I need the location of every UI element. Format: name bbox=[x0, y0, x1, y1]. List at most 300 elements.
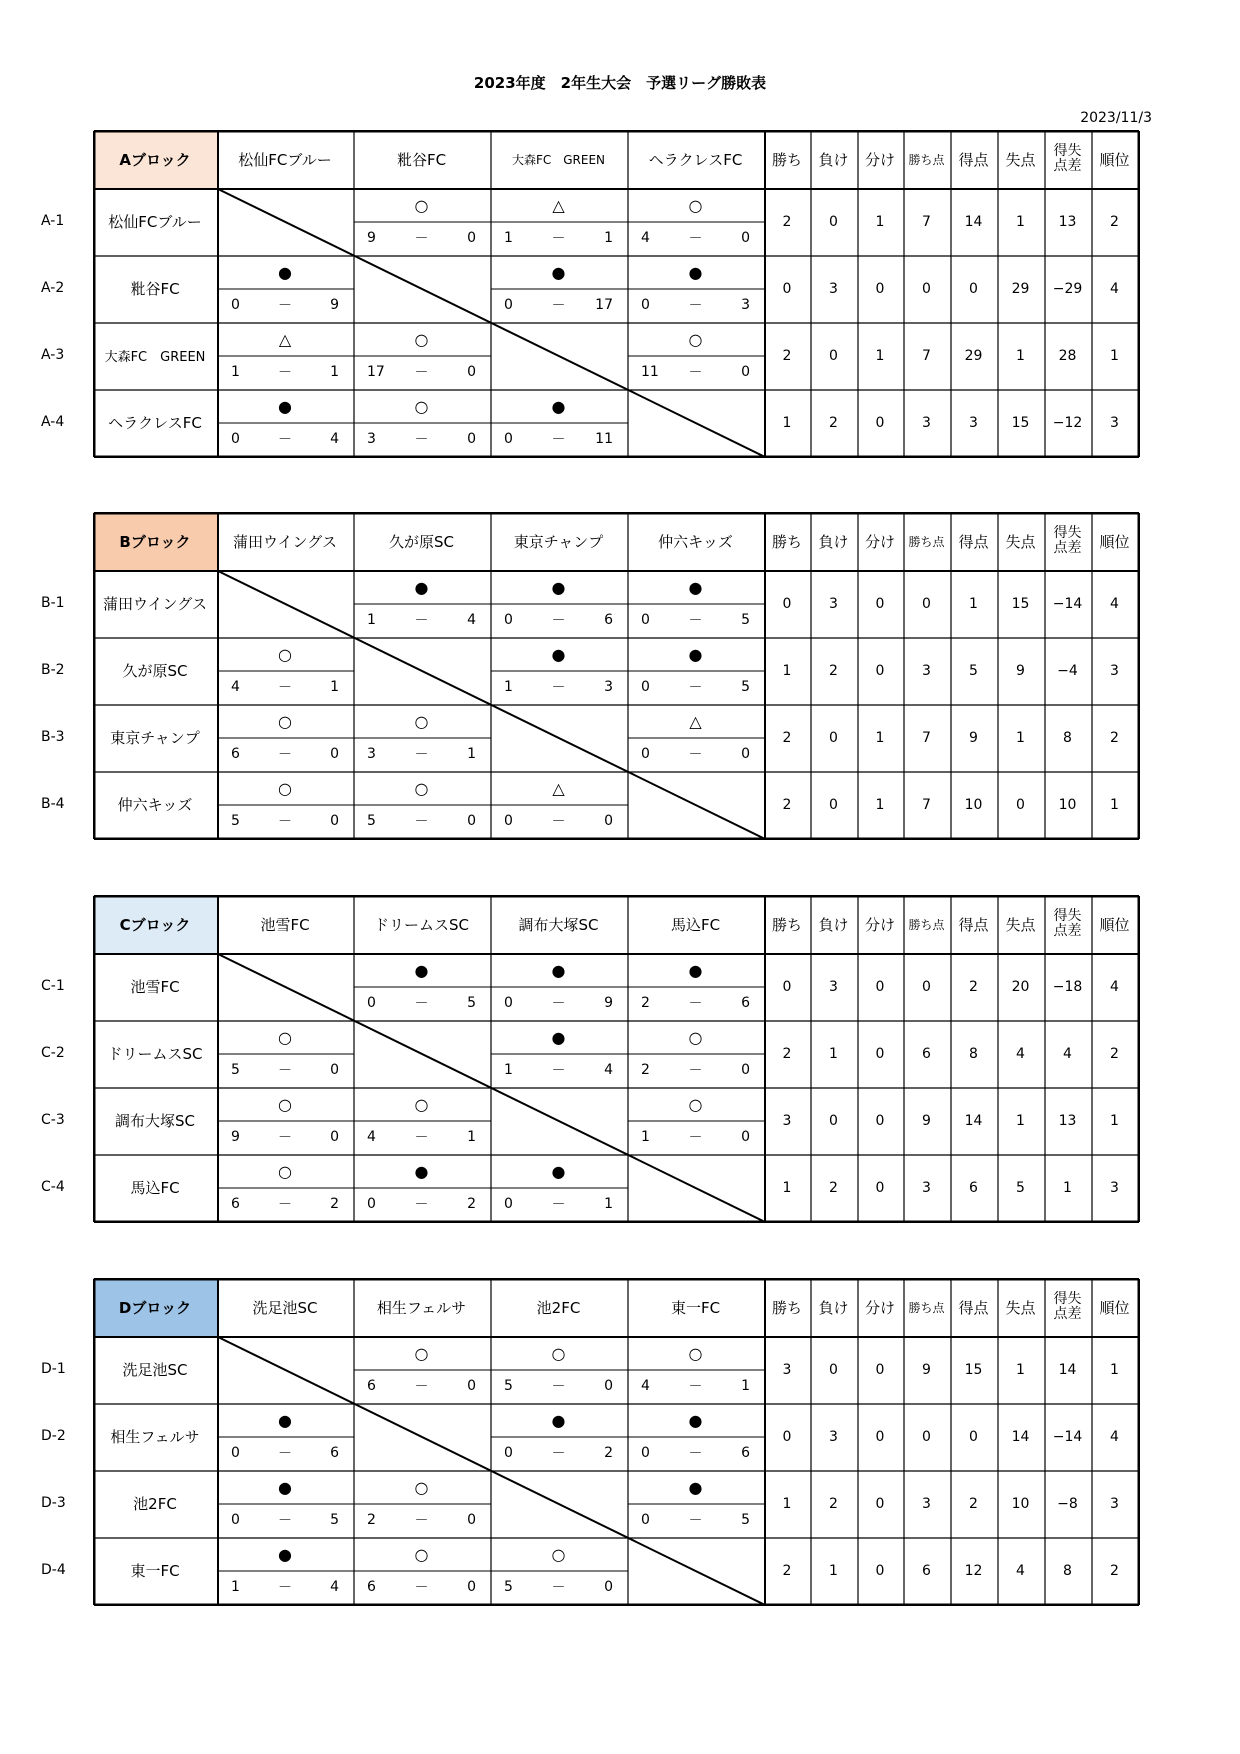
stat-value: 0 bbox=[875, 662, 885, 679]
column-stat-header: 得失 点差 bbox=[1053, 525, 1082, 556]
score-own: 5 bbox=[231, 813, 240, 829]
score-own: 4 bbox=[641, 230, 650, 246]
column-stat-header: 得点 bbox=[958, 1298, 989, 1317]
score-opponent: 1 bbox=[330, 679, 339, 695]
stat-value: 0 bbox=[782, 595, 792, 612]
stat-value: 0 bbox=[875, 1495, 885, 1512]
column-team-name: 東京チャンプ bbox=[513, 532, 604, 551]
result-mark: ○ bbox=[414, 1544, 429, 1564]
stat-value: 7 bbox=[922, 729, 931, 746]
score-own: 1 bbox=[231, 364, 240, 380]
stat-value: 8 bbox=[1063, 1562, 1072, 1579]
stat-value: 4 bbox=[1110, 1428, 1119, 1445]
column-stat-header: 順位 bbox=[1099, 915, 1130, 934]
score-own: 0 bbox=[231, 1445, 240, 1461]
result-mark: ● bbox=[688, 644, 703, 664]
column-stat-header: 分け bbox=[864, 150, 895, 169]
column-team-name: 調布大塚SC bbox=[518, 915, 599, 934]
score-opponent: 5 bbox=[741, 1512, 750, 1528]
row-code: A-2 bbox=[41, 279, 65, 296]
block-table bbox=[41, 895, 1140, 1223]
result-mark: △ bbox=[552, 778, 565, 798]
result-mark: ○ bbox=[688, 329, 703, 349]
column-stat-header: 負け bbox=[818, 915, 849, 934]
result-mark: △ bbox=[689, 711, 702, 731]
result-mark: ● bbox=[551, 1410, 566, 1430]
score-opponent: 5 bbox=[741, 612, 750, 628]
stat-value: 3 bbox=[829, 280, 838, 297]
column-stat-header: 負け bbox=[818, 532, 849, 551]
score-opponent: 0 bbox=[604, 1579, 613, 1595]
column-team-name: 池雪FC bbox=[260, 915, 310, 934]
stat-value: 2 bbox=[829, 1179, 838, 1196]
score-opponent: 11 bbox=[595, 431, 613, 447]
score-own: 0 bbox=[641, 746, 650, 762]
score-own: 9 bbox=[367, 230, 376, 246]
score-opponent: 9 bbox=[330, 297, 339, 313]
stat-value: 0 bbox=[875, 1112, 885, 1129]
score-dash: － bbox=[688, 1513, 703, 1529]
block-table bbox=[41, 1278, 1140, 1606]
score-own: 0 bbox=[641, 1512, 650, 1528]
stat-value: 2 bbox=[782, 213, 792, 230]
score-own: 4 bbox=[641, 1378, 650, 1394]
stat-value: 0 bbox=[875, 1179, 885, 1196]
row-team-name: 池雪FC bbox=[130, 978, 180, 996]
score-own: 0 bbox=[641, 1445, 650, 1461]
score-dash: － bbox=[278, 365, 292, 381]
stat-value: 4 bbox=[1016, 1562, 1025, 1579]
result-mark: ○ bbox=[551, 1343, 566, 1363]
score-opponent: 1 bbox=[467, 746, 476, 762]
score-own: 5 bbox=[504, 1579, 513, 1595]
stat-value: 1 bbox=[1016, 729, 1025, 746]
score-dash: － bbox=[551, 1580, 566, 1596]
column-stat-header: 得点 bbox=[958, 915, 989, 934]
stat-value: 2 bbox=[782, 1045, 792, 1062]
stat-value: 7 bbox=[922, 796, 931, 813]
stat-value: 6 bbox=[922, 1562, 931, 1579]
score-own: 6 bbox=[231, 1196, 240, 1212]
score-dash: － bbox=[688, 365, 703, 381]
score-opponent: 5 bbox=[330, 1512, 339, 1528]
stat-value: 0 bbox=[875, 1562, 885, 1579]
stat-value: 4 bbox=[1063, 1045, 1072, 1062]
score-opponent: 0 bbox=[604, 1378, 613, 1394]
score-own: 17 bbox=[367, 364, 385, 380]
stat-value: 2 bbox=[829, 662, 838, 679]
score-dash: － bbox=[278, 814, 292, 830]
row-code: C-4 bbox=[41, 1178, 65, 1195]
result-mark: ○ bbox=[278, 644, 292, 664]
stat-value: 0 bbox=[782, 978, 792, 995]
stat-value: 6 bbox=[922, 1045, 931, 1062]
stat-value: 2 bbox=[829, 1495, 838, 1512]
score-opponent: 0 bbox=[330, 1062, 339, 1078]
score-dash: － bbox=[278, 1580, 292, 1596]
row-code: A-3 bbox=[41, 346, 65, 363]
stat-value: 3 bbox=[969, 414, 978, 431]
score-own: 3 bbox=[367, 431, 376, 447]
score-own: 0 bbox=[504, 813, 513, 829]
score-opponent: 1 bbox=[467, 1129, 476, 1145]
stat-value: 0 bbox=[969, 280, 978, 297]
score-dash: － bbox=[414, 613, 429, 629]
table-grid bbox=[93, 1278, 1140, 1606]
score-opponent: 6 bbox=[330, 1445, 339, 1461]
score-dash: － bbox=[414, 814, 429, 830]
stat-value: 1 bbox=[1110, 1112, 1119, 1129]
result-mark: ○ bbox=[414, 1477, 429, 1497]
result-mark: ○ bbox=[414, 1094, 429, 1114]
stat-value: 1 bbox=[782, 414, 792, 431]
stat-value: 14 bbox=[1011, 1428, 1030, 1445]
score-own: 1 bbox=[231, 1579, 240, 1595]
score-dash: － bbox=[688, 1379, 703, 1395]
stat-value: 0 bbox=[829, 1361, 838, 1378]
score-own: 0 bbox=[231, 297, 240, 313]
score-own: 6 bbox=[367, 1579, 376, 1595]
result-mark: ● bbox=[688, 1477, 703, 1497]
score-opponent: 6 bbox=[741, 995, 750, 1011]
score-opponent: 17 bbox=[595, 297, 613, 313]
column-stat-header: 失点 bbox=[1005, 532, 1036, 551]
column-stat-header: 順位 bbox=[1099, 1298, 1130, 1317]
result-mark: ● bbox=[551, 577, 566, 597]
score-dash: － bbox=[688, 613, 703, 629]
score-opponent: 3 bbox=[604, 679, 613, 695]
score-own: 9 bbox=[231, 1129, 240, 1145]
score-own: 0 bbox=[367, 1196, 376, 1212]
stat-value: 1 bbox=[875, 796, 885, 813]
row-team-name: 馬込FC bbox=[130, 1179, 180, 1197]
stat-value: 0 bbox=[922, 280, 931, 297]
result-mark: ● bbox=[688, 960, 703, 980]
row-team-name: 東京チャンプ bbox=[110, 729, 200, 747]
stat-value: 0 bbox=[875, 595, 885, 612]
result-mark: ● bbox=[551, 396, 566, 416]
column-stat-header: 得点 bbox=[958, 150, 989, 169]
score-dash: － bbox=[551, 1446, 566, 1462]
row-code: B-1 bbox=[41, 594, 65, 611]
stat-value: −18 bbox=[1052, 978, 1083, 995]
score-own: 4 bbox=[231, 679, 240, 695]
row-team-name: 大森FC GREEN bbox=[104, 350, 206, 365]
score-opponent: 2 bbox=[330, 1196, 339, 1212]
score-opponent: 0 bbox=[741, 1129, 750, 1145]
stat-value: 3 bbox=[922, 414, 931, 431]
score-dash: － bbox=[551, 1379, 566, 1395]
column-stat-header: 負け bbox=[818, 1298, 849, 1317]
score-opponent: 4 bbox=[467, 612, 476, 628]
result-mark: ● bbox=[551, 262, 566, 282]
row-team-name: ヘラクレスFC bbox=[108, 414, 202, 432]
stat-value: 2 bbox=[1110, 213, 1119, 230]
column-stat-header: 勝ち bbox=[771, 1298, 802, 1317]
column-team-name: ドリームスSC bbox=[374, 915, 469, 934]
stat-value: 1 bbox=[1016, 347, 1025, 364]
stat-value: 20 bbox=[1011, 978, 1030, 995]
score-own: 5 bbox=[504, 1378, 513, 1394]
score-dash: － bbox=[414, 231, 429, 247]
stat-value: 4 bbox=[1110, 280, 1119, 297]
row-code: D-3 bbox=[41, 1494, 66, 1511]
stat-value: 9 bbox=[922, 1112, 931, 1129]
column-stat-header: 順位 bbox=[1099, 150, 1130, 169]
score-own: 11 bbox=[641, 364, 659, 380]
score-dash: － bbox=[278, 298, 292, 314]
score-dash: － bbox=[551, 1063, 566, 1079]
result-mark: ● bbox=[414, 960, 429, 980]
stat-value: 28 bbox=[1058, 347, 1077, 364]
row-code: D-4 bbox=[41, 1561, 66, 1578]
stat-value: 2 bbox=[1110, 1045, 1119, 1062]
stat-value: 14 bbox=[964, 1112, 983, 1129]
score-dash: － bbox=[688, 231, 703, 247]
stat-value: 10 bbox=[1011, 1495, 1030, 1512]
stat-value: 1 bbox=[829, 1562, 838, 1579]
score-dash: － bbox=[414, 1580, 429, 1596]
score-opponent: 1 bbox=[604, 230, 613, 246]
stat-value: 3 bbox=[922, 1179, 931, 1196]
score-own: 0 bbox=[504, 1196, 513, 1212]
score-own: 2 bbox=[367, 1512, 376, 1528]
stat-value: 4 bbox=[1016, 1045, 1025, 1062]
score-dash: － bbox=[551, 1197, 566, 1213]
stat-value: 1 bbox=[969, 595, 978, 612]
result-mark: ○ bbox=[414, 1343, 429, 1363]
stat-value: 3 bbox=[782, 1361, 792, 1378]
score-opponent: 6 bbox=[741, 1445, 750, 1461]
column-stat-header: 失点 bbox=[1005, 1298, 1036, 1317]
row-code: D-2 bbox=[41, 1427, 66, 1444]
row-team-name: 粃谷FC bbox=[130, 280, 180, 298]
score-opponent: 1 bbox=[741, 1378, 750, 1394]
stat-value: 0 bbox=[922, 1428, 931, 1445]
score-dash: － bbox=[551, 996, 566, 1012]
score-own: 0 bbox=[641, 612, 650, 628]
score-own: 0 bbox=[231, 431, 240, 447]
stat-value: 5 bbox=[1016, 1179, 1025, 1196]
stat-value: 14 bbox=[1058, 1361, 1077, 1378]
column-stat-header: 得失 点差 bbox=[1053, 143, 1082, 174]
page-title: 2023年度 2年生大会 予選リーグ勝敗表 bbox=[473, 74, 767, 92]
score-own: 0 bbox=[504, 995, 513, 1011]
stat-value: −14 bbox=[1052, 1428, 1083, 1445]
score-opponent: 0 bbox=[467, 431, 476, 447]
stat-value: 0 bbox=[875, 1045, 885, 1062]
result-mark: △ bbox=[278, 329, 292, 349]
stat-value: 2 bbox=[782, 347, 792, 364]
stat-value: 8 bbox=[969, 1045, 978, 1062]
score-opponent: 4 bbox=[330, 1579, 339, 1595]
score-own: 0 bbox=[641, 297, 650, 313]
row-team-name: 洗足池SC bbox=[122, 1361, 188, 1379]
result-mark: ● bbox=[278, 1544, 292, 1564]
score-own: 5 bbox=[367, 813, 376, 829]
stat-value: 7 bbox=[922, 213, 931, 230]
score-dash: － bbox=[278, 1130, 292, 1146]
stat-value: 15 bbox=[1011, 414, 1030, 431]
block-table bbox=[41, 130, 1140, 458]
result-mark: ● bbox=[278, 396, 292, 416]
stat-value: 15 bbox=[1011, 595, 1030, 612]
column-team-name: 東一FC bbox=[670, 1298, 721, 1317]
result-mark: ○ bbox=[278, 778, 292, 798]
result-mark: ○ bbox=[278, 1094, 292, 1114]
column-stat-header: 勝ち bbox=[771, 150, 802, 169]
result-mark: ○ bbox=[414, 396, 429, 416]
row-code: C-2 bbox=[41, 1044, 65, 1061]
score-dash: － bbox=[414, 365, 429, 381]
stat-value: 1 bbox=[1016, 213, 1025, 230]
row-code: B-4 bbox=[41, 795, 65, 812]
stat-value: 1 bbox=[1110, 1361, 1119, 1378]
stat-value: 2 bbox=[829, 414, 838, 431]
score-opponent: 5 bbox=[741, 679, 750, 695]
table-grid bbox=[93, 512, 1140, 840]
score-opponent: 0 bbox=[467, 1512, 476, 1528]
score-own: 3 bbox=[367, 746, 376, 762]
column-stat-header: 負け bbox=[818, 150, 849, 169]
column-stat-header: 分け bbox=[864, 915, 895, 934]
row-team-name: ドリームスSC bbox=[107, 1045, 203, 1063]
score-opponent: 0 bbox=[467, 1579, 476, 1595]
stat-value: −29 bbox=[1052, 280, 1083, 297]
result-mark: ○ bbox=[414, 195, 429, 215]
stat-value: 3 bbox=[922, 662, 931, 679]
stat-value: −4 bbox=[1057, 662, 1078, 679]
result-mark: ● bbox=[688, 1410, 703, 1430]
score-opponent: 0 bbox=[330, 746, 339, 762]
stat-value: 3 bbox=[922, 1495, 931, 1512]
column-team-name: ヘラクレスFC bbox=[648, 150, 743, 169]
stat-value: 1 bbox=[782, 1495, 792, 1512]
column-stat-header: 得点 bbox=[958, 532, 989, 551]
row-team-name: 松仙FCブルー bbox=[108, 213, 202, 231]
result-mark: ○ bbox=[688, 195, 703, 215]
stat-value: 2 bbox=[969, 1495, 978, 1512]
result-mark: ○ bbox=[688, 1094, 703, 1114]
result-mark: ○ bbox=[278, 1027, 292, 1047]
stat-value: 2 bbox=[782, 1562, 792, 1579]
score-dash: － bbox=[414, 432, 429, 448]
score-dash: － bbox=[551, 298, 566, 314]
stat-value: 0 bbox=[875, 1428, 885, 1445]
column-team-name: 久が原SC bbox=[389, 532, 454, 551]
column-stat-header: 勝ち点 bbox=[908, 917, 945, 932]
stat-value: 1 bbox=[875, 729, 885, 746]
score-own: 1 bbox=[504, 679, 513, 695]
score-opponent: 4 bbox=[330, 431, 339, 447]
stat-value: 29 bbox=[964, 347, 983, 364]
stat-value: 1 bbox=[1016, 1361, 1025, 1378]
row-code: A-1 bbox=[41, 212, 65, 229]
row-team-name: 久が原SC bbox=[122, 662, 188, 680]
stat-value: 0 bbox=[922, 978, 931, 995]
column-stat-header: 分け bbox=[864, 1298, 895, 1317]
stat-value: 7 bbox=[922, 347, 931, 364]
score-opponent: 0 bbox=[467, 1378, 476, 1394]
result-mark: ○ bbox=[278, 711, 292, 731]
stat-value: 3 bbox=[1110, 662, 1119, 679]
score-opponent: 3 bbox=[741, 297, 750, 313]
score-dash: － bbox=[551, 432, 566, 448]
stat-value: 13 bbox=[1058, 213, 1077, 230]
stat-value: 8 bbox=[1063, 729, 1072, 746]
score-dash: － bbox=[414, 747, 429, 763]
row-code: A-4 bbox=[41, 413, 65, 430]
column-stat-header: 勝ち点 bbox=[908, 1300, 945, 1315]
result-mark: ○ bbox=[551, 1544, 566, 1564]
stat-value: −12 bbox=[1052, 414, 1083, 431]
score-dash: － bbox=[278, 432, 292, 448]
result-mark: ● bbox=[414, 1161, 429, 1181]
score-opponent: 4 bbox=[604, 1062, 613, 1078]
column-team-name: 相生フェルサ bbox=[376, 1298, 467, 1317]
score-opponent: 0 bbox=[467, 813, 476, 829]
score-own: 6 bbox=[367, 1378, 376, 1394]
score-opponent: 6 bbox=[604, 612, 613, 628]
stat-value: 1 bbox=[782, 1179, 792, 1196]
result-mark: ● bbox=[278, 1410, 292, 1430]
score-own: 5 bbox=[231, 1062, 240, 1078]
column-stat-header: 順位 bbox=[1099, 532, 1130, 551]
score-own: 0 bbox=[367, 995, 376, 1011]
result-mark: ○ bbox=[278, 1161, 292, 1181]
stat-value: 0 bbox=[875, 1361, 885, 1378]
stat-value: −14 bbox=[1052, 595, 1083, 612]
score-own: 0 bbox=[504, 431, 513, 447]
score-opponent: 2 bbox=[604, 1445, 613, 1461]
score-opponent: 9 bbox=[604, 995, 613, 1011]
stat-value: 0 bbox=[1016, 796, 1025, 813]
score-dash: － bbox=[278, 680, 292, 696]
result-mark: ● bbox=[278, 262, 292, 282]
result-mark: ● bbox=[551, 1027, 566, 1047]
stat-value: 0 bbox=[829, 796, 838, 813]
score-dash: － bbox=[278, 1063, 292, 1079]
stat-value: 10 bbox=[1058, 796, 1077, 813]
score-own: 0 bbox=[504, 1445, 513, 1461]
stat-value: 0 bbox=[922, 595, 931, 612]
score-dash: － bbox=[688, 1446, 703, 1462]
score-own: 4 bbox=[367, 1129, 376, 1145]
score-dash: － bbox=[414, 1130, 429, 1146]
stat-value: 3 bbox=[1110, 1495, 1119, 1512]
result-mark: ● bbox=[551, 644, 566, 664]
result-mark: ○ bbox=[414, 778, 429, 798]
stat-value: 29 bbox=[1011, 280, 1030, 297]
score-opponent: 0 bbox=[741, 746, 750, 762]
stat-value: 9 bbox=[969, 729, 978, 746]
stat-value: 3 bbox=[1110, 1179, 1119, 1196]
result-mark: ○ bbox=[688, 1343, 703, 1363]
score-opponent: 0 bbox=[330, 1129, 339, 1145]
column-stat-header: 分け bbox=[864, 532, 895, 551]
row-team-name: 仲六キッズ bbox=[117, 796, 193, 814]
score-dash: － bbox=[688, 298, 703, 314]
result-mark: ● bbox=[688, 577, 703, 597]
score-dash: － bbox=[278, 1446, 292, 1462]
row-code: C-1 bbox=[41, 977, 65, 994]
score-dash: － bbox=[688, 680, 703, 696]
block-label: Cブロック bbox=[93, 895, 217, 953]
block-label: Bブロック bbox=[93, 512, 217, 570]
score-own: 1 bbox=[367, 612, 376, 628]
score-dash: － bbox=[688, 996, 703, 1012]
stat-value: 1 bbox=[829, 1045, 838, 1062]
